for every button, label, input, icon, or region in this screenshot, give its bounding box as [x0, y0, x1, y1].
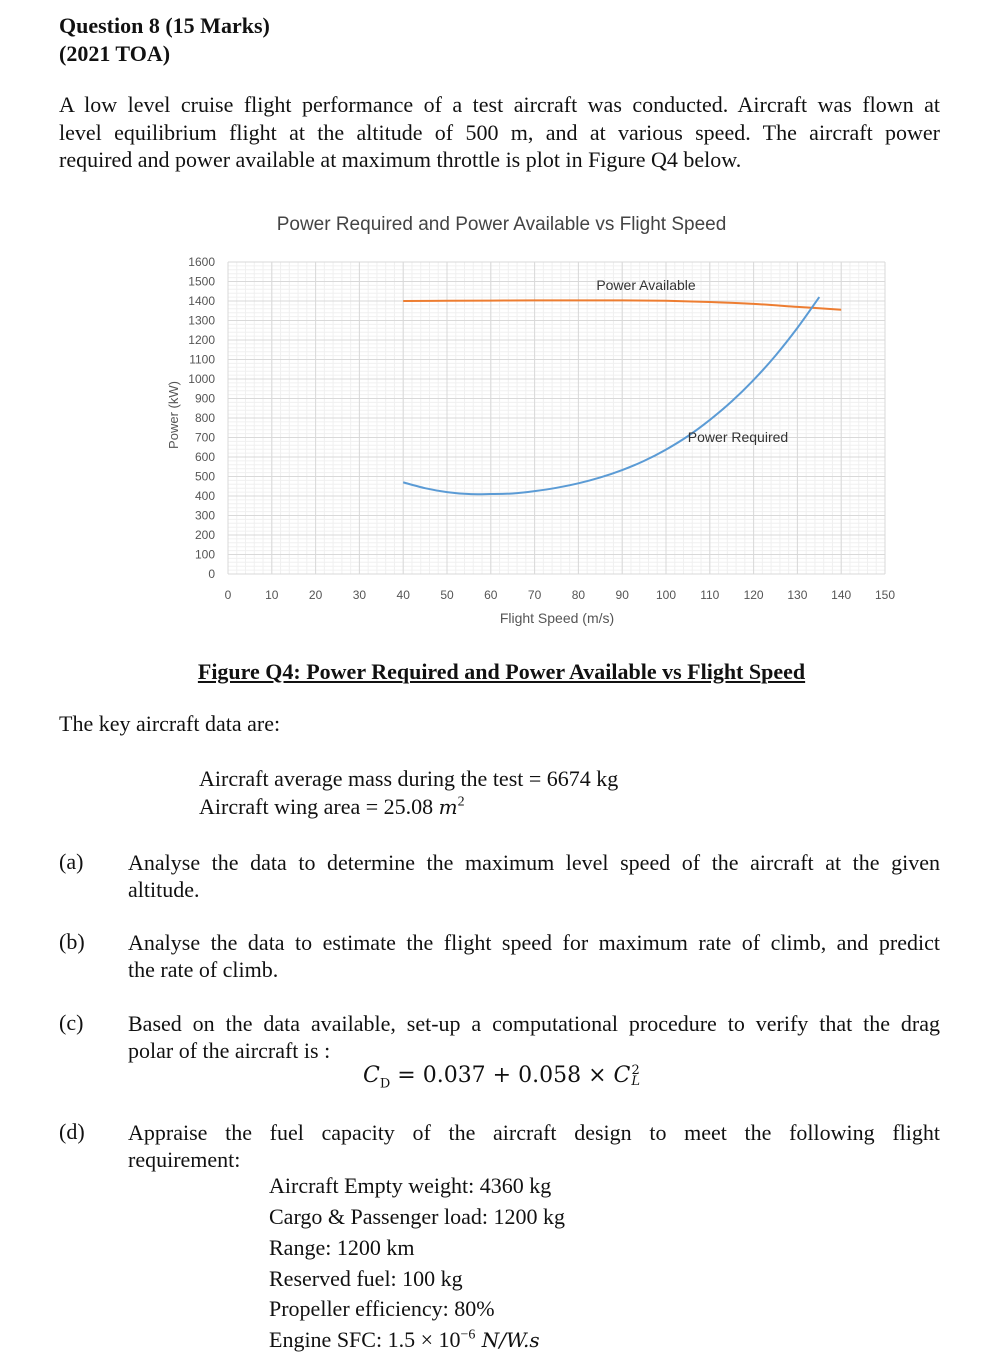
- wing-area-exponent: 2: [457, 794, 465, 810]
- key-data-heading: The key aircraft data are:: [59, 711, 281, 736]
- chart-grid: [228, 262, 885, 574]
- drag-polar-formula: [0, 1063, 1003, 1091]
- y-tick-label: 0: [208, 567, 215, 581]
- question-heading: [59, 12, 270, 68]
- intro-paragraph: [59, 91, 940, 174]
- y-tick-label: 600: [194, 450, 215, 464]
- formula-rhs: = 0.037 + 0.058 ×: [390, 1063, 614, 1088]
- sfc-exponent: −6: [460, 1327, 476, 1343]
- y-tick-label: 1200: [188, 333, 215, 347]
- formula-cd-sub: D: [379, 1076, 391, 1092]
- formula-cd: C: [363, 1063, 380, 1088]
- question-label-b: (b): [59, 929, 85, 954]
- y-tick-label: 900: [194, 391, 215, 406]
- formula-cl-sub: L: [631, 1074, 640, 1089]
- question-label-d: (d): [59, 1119, 85, 1144]
- question-b: [128, 929, 940, 983]
- x-axis-label: Flight Speed (m/s): [499, 610, 615, 626]
- series-label-power-available: Power Available: [596, 277, 696, 293]
- question-b-line: Analyse the data to estimate the flight speed for maximum rate of climb, and predict: [128, 930, 940, 955]
- x-tick-labels: [225, 588, 896, 602]
- intro-line: A low level cruise flight performance of a test aircraft was conducted. Aircraft was flown at: [59, 92, 940, 117]
- x-tick-label: 0: [224, 588, 232, 602]
- y-tick-label: 1100: [189, 352, 215, 367]
- req-propeller-efficiency: Propeller efficiency: 80%: [269, 1296, 495, 1321]
- intro-line: required and power available at maximum throttle is plot in Figure Q4 below.: [59, 147, 742, 172]
- question-source: (2021 TOA): [59, 41, 171, 66]
- sfc-text: Engine SFC: 1.5 × 10: [269, 1327, 461, 1352]
- y-tick-label: 100: [194, 547, 215, 562]
- formula-cl-sup: 2: [631, 1063, 640, 1078]
- req-empty-weight: Aircraft Empty weight: 4360 kg: [269, 1173, 552, 1198]
- formula-cl: C: [613, 1063, 631, 1088]
- figure-caption: Figure Q4: Power Required and Power Available vs Flight Speed: [197, 659, 806, 684]
- question-a: [128, 849, 940, 903]
- question-label-a: (a): [59, 849, 84, 874]
- req-engine-sfc: [269, 1327, 540, 1353]
- power-chart: [0, 240, 1003, 640]
- y-tick-label: 1400: [188, 294, 215, 308]
- x-tick-label: 110: [700, 588, 720, 602]
- y-tick-label: 1300: [188, 313, 215, 328]
- x-tick-label: 130: [787, 588, 808, 602]
- question-c: [128, 1010, 940, 1064]
- y-tick-label: 300: [194, 508, 215, 523]
- req-cargo-load: Cargo & Passenger load: 1200 kg: [269, 1204, 565, 1229]
- x-tick-label: 140: [831, 588, 852, 602]
- x-tick-label: 50: [440, 588, 454, 602]
- question-c-line: polar of the aircraft is :: [128, 1038, 331, 1063]
- x-tick-label: 120: [743, 588, 764, 602]
- question-a-line: altitude.: [128, 877, 200, 902]
- series-label-power-required: Power Required: [687, 429, 789, 445]
- y-tick-label: 500: [194, 469, 215, 484]
- req-range: Range: 1200 km: [269, 1235, 415, 1260]
- question-a-line: Analyse the data to determine the maximum level speed of the aircraft at the given: [128, 850, 940, 875]
- question-b-line: the rate of climb.: [128, 957, 279, 982]
- x-tick-label: 80: [571, 588, 586, 602]
- y-tick-labels: [188, 255, 215, 581]
- question-d: [128, 1119, 940, 1173]
- x-tick-label: 150: [874, 588, 896, 602]
- y-axis-label: Power (kW): [166, 381, 181, 449]
- x-tick-label: 70: [527, 588, 542, 602]
- question-d-line: requirement:: [128, 1147, 241, 1172]
- intro-line: level equilibrium flight at the altitude of 500 m, and at various speed. The aircraft power: [59, 119, 940, 145]
- x-tick-label: 10: [265, 588, 279, 602]
- question-d-line: Appraise the fuel capacity of the aircraft design to meet the following flight: [128, 1120, 940, 1145]
- chart-title: Power Required and Power Available vs Flight Speed: [276, 214, 727, 235]
- question-title: Question 8 (15 Marks): [59, 13, 270, 38]
- x-tick-label: 60: [484, 588, 498, 602]
- x-tick-label: 40: [396, 588, 410, 602]
- x-tick-label: 90: [615, 588, 629, 602]
- req-reserved-fuel: Reserved fuel: 100 kg: [269, 1266, 463, 1291]
- x-tick-label: 100: [655, 588, 677, 602]
- aircraft-mass: Aircraft average mass during the test = 6674 kg: [199, 766, 619, 791]
- question-label-c: (c): [59, 1010, 84, 1035]
- x-tick-label: 30: [352, 588, 367, 602]
- y-tick-label: 800: [194, 411, 215, 425]
- question-c-line: Based on the data available, set-up a computational procedure to verify that the drag: [128, 1011, 940, 1036]
- wing-area-unit: m: [438, 795, 458, 819]
- y-tick-label: 1000: [188, 372, 215, 386]
- y-tick-label: 1600: [188, 255, 215, 269]
- y-tick-label: 700: [194, 430, 215, 445]
- y-tick-label: 400: [194, 489, 215, 503]
- x-tick-label: 20: [308, 588, 323, 602]
- y-tick-label: 1500: [188, 274, 215, 289]
- y-tick-label: 200: [194, 528, 215, 542]
- wing-area-text: Aircraft wing area = 25.08: [199, 794, 439, 819]
- sfc-unit: N/W.s: [475, 1328, 540, 1352]
- wing-area: [199, 794, 465, 820]
